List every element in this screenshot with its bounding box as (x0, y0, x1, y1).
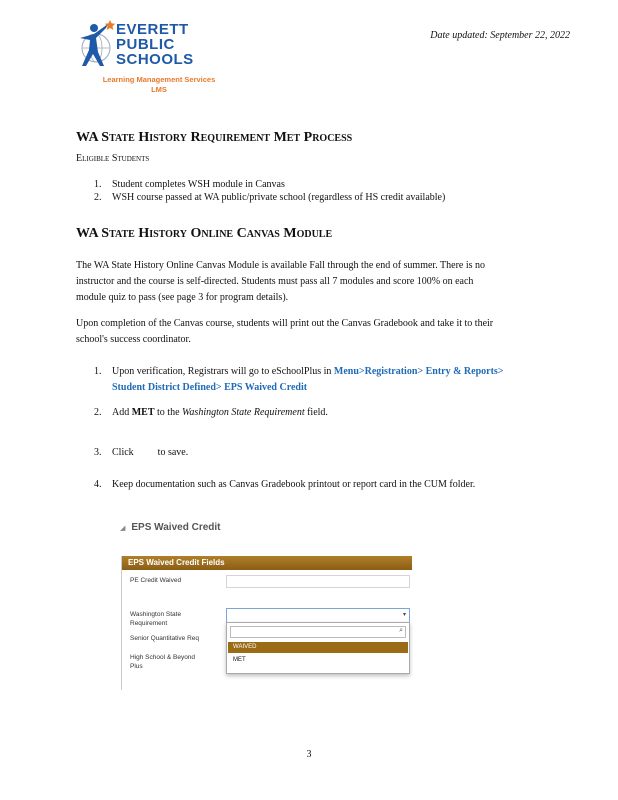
step-1: 1. Upon verification, Registrars will go to eSchoolPlus in Menu>Registration> Entry & Reports> Student District Defined> EPS Waived Credit (94, 366, 504, 393)
step-4: 4. Keep documentation such as Canvas Gradebook printout or report card in the CUM folder. (94, 479, 476, 490)
pe-credit-waived-input[interactable] (226, 575, 410, 588)
hs-beyond-plus-label: High School & Beyond Plus (130, 654, 196, 670)
requirement-options-list (226, 622, 410, 674)
option-waived[interactable]: WAIVED (228, 642, 408, 653)
option-met[interactable]: MET (233, 657, 246, 663)
step-2: 2. Add MET to the Washington State Requirement field. (94, 407, 328, 418)
date-updated: Date updated: September 22, 2022 (430, 30, 570, 41)
wa-state-requirement-select[interactable] (226, 608, 410, 623)
collapse-triangle-icon: ◢ (120, 525, 126, 532)
eps-waived-credit-heading: ◢ EPS Waived Credit (120, 522, 221, 533)
list-item: 2. WSH course passed at WA public/private school (regardless of HS credit available) (94, 192, 446, 203)
search-icon: ⌕ (399, 626, 403, 634)
chevron-down-icon: ▾ (402, 611, 406, 618)
logo-figure-icon (76, 18, 118, 74)
section2-title: WA State History Online Canvas Module (76, 226, 333, 241)
menu-path-link-2[interactable]: Student District Defined> EPS Waived Credit (112, 382, 308, 393)
list-item: 1. Student completes WSH module in Canvas (94, 179, 285, 190)
module-description: The WA State History Online Canvas Module is available Fall through the end of summer. There is no instructor and the course is self-directed. Students must pass all 7 modules and score 100% on each module quiz to pass (see page 3 for program details). (76, 260, 486, 303)
panel-header: EPS Waived Credit Fields (122, 556, 412, 570)
page-number: 3 (306, 749, 312, 760)
eligible-students-heading: Eligible Students (76, 153, 150, 164)
menu-path-link[interactable]: Menu>Registration> Entry & Reports> (333, 366, 504, 377)
eps-waived-credit-panel (121, 556, 412, 690)
step-3: 3. Click to save. (94, 447, 189, 458)
everett-logo (76, 18, 226, 94)
options-search-input[interactable] (230, 626, 406, 638)
logo-subtitle: Learning Management Services LMS (102, 75, 216, 94)
completion-description: Upon completion of the Canvas course, students will print out the Canvas Gradebook and take it to their school's success coordinator. (76, 318, 494, 345)
senior-quantitative-label: Senior Quantitative Req (130, 635, 200, 642)
eligible-list (94, 178, 445, 204)
section1-title: WA State History Requirement Met Process (76, 130, 353, 145)
wa-state-requirement-label: Washington State Requirement (130, 611, 182, 627)
logo-wordmark: EVERETT PUBLIC SCHOOLS (116, 21, 194, 68)
pe-credit-waived-label: PE Credit Waived (130, 577, 182, 584)
